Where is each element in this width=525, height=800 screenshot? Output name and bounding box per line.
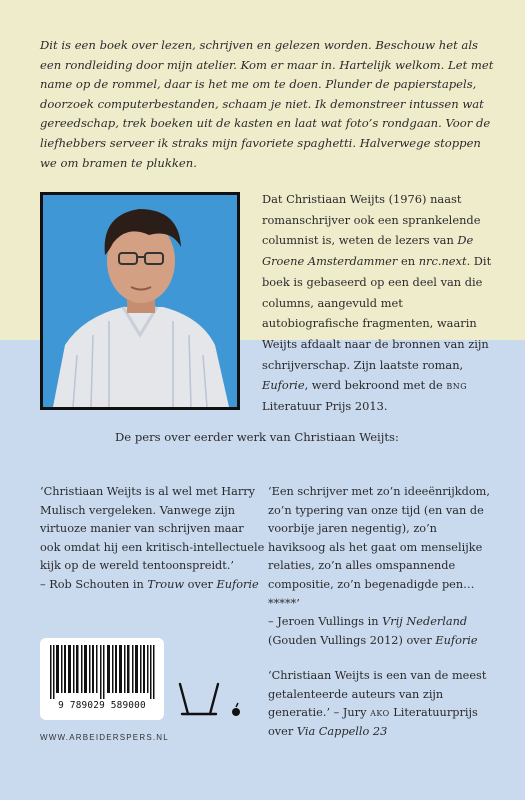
bio-text-2: en xyxy=(400,254,416,269)
press-heading: De pers over eerder werk van Christiaan Weijts: xyxy=(115,430,399,444)
quote-work: Euforie xyxy=(216,577,259,591)
author-portrait-image xyxy=(43,195,237,407)
prize-abbreviation: bng xyxy=(446,378,468,393)
quote-work: Euforie xyxy=(435,633,478,647)
press-quote xyxy=(268,483,498,650)
quote-attribution-mid: over xyxy=(187,577,213,591)
newspaper-title: nrc.next xyxy=(418,254,467,269)
author-photo xyxy=(40,192,240,410)
press-quote xyxy=(40,483,265,595)
intro-text: Dit is een boek over lezen, schrijven en gelezen worden. Beschouw het als een rondleiding door mijn atelier. Kom er maar in. Hartelijk welkom. Let met name op de rommel, daar is het me om te doen. Plunder de papierstapels, doorzoek computerbestanden, schaam je niet. Ik demonstreer intussen wat gereedschap, trek boeken uit de kasten en laat wat foto’s rondgaan. Voor de liefhebbers serveer ik straks mijn favoriete spaghetti. Halverwege stoppen we om bramen te plukken. xyxy=(40,38,494,170)
quote-text: ‘Een schrijver met zo’n ideeënrijkdom, zo’n typering van onze tijd (en van de voorbije jaren negentig), zo’n haviksoog als het gaat om menselijke relaties, zo’n alles omspannende compositie, zo’n begenadigde pen…*****’ xyxy=(268,485,490,610)
novel-title: Euforie xyxy=(262,378,305,393)
author-bio xyxy=(262,189,497,417)
press-quote xyxy=(268,667,498,741)
barcode xyxy=(40,638,164,720)
quote-attribution-prefix: – Rob Schouten in xyxy=(40,577,144,591)
quote-text: ‘Christiaan Weijts is een van de meest getalenteerde auteurs van zijn generatie.’ xyxy=(268,669,487,720)
isbn-number: 9 789029 589000 xyxy=(58,700,146,711)
quote-source: Vrij Nederland xyxy=(382,615,468,629)
quote-work: Via Cappello 23 xyxy=(296,724,388,738)
quote-text: ‘Christiaan Weijts is al wel met Harry Mulisch vergeleken. Vanwege zijn virtuoze manier van schrijven maar ook omdat hij een kritisch-intellectuele kijk op de wereld tentoonspreidt.’ xyxy=(40,485,265,573)
bio-text-1: Dat Christiaan Weijts (1976) naast romanschrijver ook een sprankelende columnist is, weten de lezers van xyxy=(262,192,481,248)
bio-text-4: , werd bekroond met de xyxy=(304,378,443,393)
bio-text-5: Literatuur Prijs 2013. xyxy=(262,399,388,414)
quote-source: Trouw xyxy=(147,577,185,591)
publisher-logo-icon xyxy=(178,682,244,726)
quote-attribution-mid: Literatuurprijs over xyxy=(268,706,478,738)
bio-text-3: . Dit boek is gebaseerd op een deel van die columns, aangevuld met autobiografische fragmenten, waarin Weijts afdaalt naar de bronnen van zijn schrijverschap. Zijn laatste roman, xyxy=(262,254,492,372)
magazine-title: De Groene Amsterdammer xyxy=(262,233,474,269)
publisher-website: WWW.ARBEIDERSPERS.NL xyxy=(40,733,169,742)
quote-attribution-prefix: – Jury xyxy=(333,706,367,720)
quote-source: ako xyxy=(370,706,390,720)
quote-attribution-mid: (Gouden Vullings 2012) over xyxy=(268,633,432,647)
quote-attribution-prefix: – Jeroen Vullings in xyxy=(268,615,379,629)
barcode-bars xyxy=(48,645,156,699)
